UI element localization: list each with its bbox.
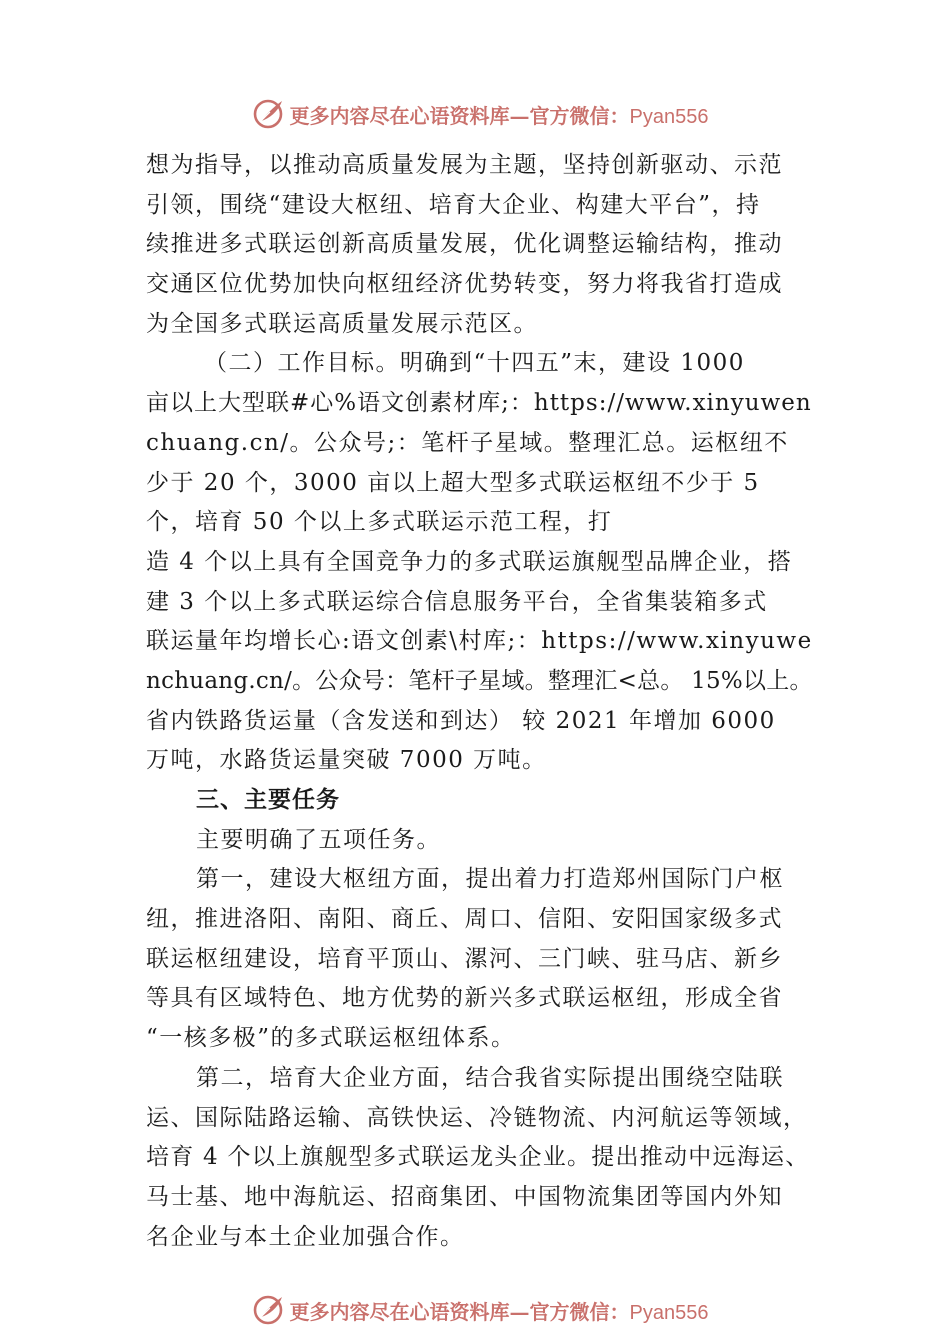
document-body [146,146,814,1257]
body-line: 少于 20 个，3000 亩以上超大型多式联运枢纽不少于 5 [146,469,760,496]
header-watermark-text [290,100,709,129]
body-line: nchuang.cn/。公众号：笔杆子星域。整理汇<总。 15%以上。 [146,667,813,694]
body-line: 纽，推进洛阳、南阳、商丘、周口、信阳、安阳国家级多式 [146,906,783,933]
section-heading: 三、主要任务 [196,787,340,813]
body-line: 名企业与本土企业加强合作。 [146,1223,465,1250]
body-line: 主要明确了五项任务。 [196,826,441,853]
body-line: “一核多极”的多式联运枢纽体系。 [146,1025,516,1052]
body-line: 运、国际陆路运输、高铁快运、冷链物流、内河航运等领域， [146,1104,808,1131]
watermark-wechat-id: Pyan556 [629,105,709,128]
body-line: 等具有区域特色、地方优势的新兴多式联运枢纽，形成全省 [146,985,783,1012]
body-line: 为全国多式联运高质量发展示范区。 [146,310,538,337]
watermark-wechat-id: Pyan556 [629,1301,709,1324]
quill-logo-icon [252,1293,286,1327]
body-line: 万吨，水路货运量突破 7000 万吨。 [146,747,547,774]
body-line: 联运枢纽建设，培育平顶山、漯河、三门峡、驻马店、新乡 [146,945,783,972]
body-line: 造 4 个以上具有全国竞争力的多式联运旗舰型品牌企业，搭 [146,548,793,575]
body-line: 马士基、地中海航运、招商集团、中国物流集团等国内外知 [146,1183,783,1210]
body-line: 第二，培育大企业方面，结合我省实际提出围绕空陆联 [196,1064,784,1091]
footer-watermark-text [290,1296,709,1325]
quill-logo-icon [252,97,286,131]
body-line: chuang.cn/。公众号;：笔杆子星域。整理汇总。运枢纽不 [146,429,789,456]
body-line: 联运量年均增长心:语文创素\村库;：https://www.xinyuwe [146,628,813,655]
watermark-slogan: 更多内容尽在心语资料库—官方微信： [289,103,630,128]
header-watermark [0,94,950,134]
watermark-slogan: 更多内容尽在心语资料库—官方微信： [289,1299,630,1324]
body-line: 培育 4 个以上旗舰型多式联运龙头企业。提出推动中远海运、 [146,1144,810,1171]
body-line: 引领，围绕“建设大枢纽、培育大企业、构建大平台”，持 [146,191,761,218]
body-line: 建 3 个以上多式联运综合信息服务平台，全省集装箱多式 [146,588,768,615]
header-watermark-inner [242,97,709,131]
footer-watermark [0,1290,950,1330]
body-line: 交通区位优势加快向枢纽经济优势转变，努力将我省打造成 [146,271,783,298]
body-line: 亩以上大型联#心%语文创素材库;：https://www.xinyuwen [146,390,812,417]
body-line: 第一，建设大枢纽方面，提出着力打造郑州国际门户枢 [196,866,784,893]
body-line: 想为指导，以推动高质量发展为主题，坚持创新驱动、示范 [146,152,783,178]
body-line: 续推进多式联运创新高质量发展，优化调整运输结构，推动 [146,231,783,258]
body-line: （二）工作目标。明确到“十四五”末，建设 1000 [204,350,745,377]
footer-watermark-inner [242,1293,709,1327]
body-line: 省内铁路货运量（含发送和到达） 较 2021 年增加 6000 [146,707,776,734]
body-line: 个，培育 50 个以上多式联运示范工程，打 [146,509,613,536]
